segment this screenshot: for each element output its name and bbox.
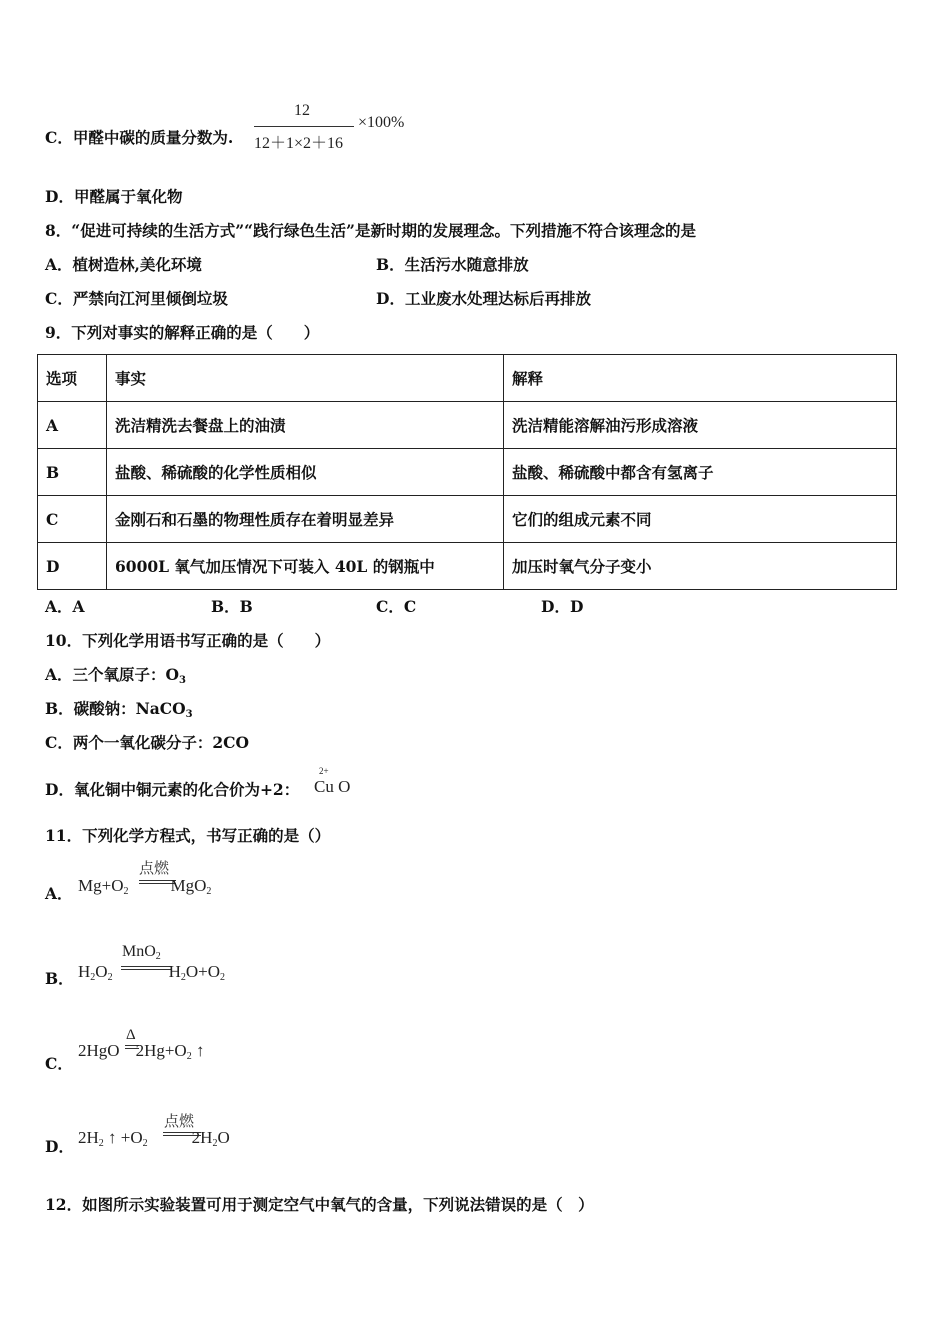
table-row <box>38 543 897 590</box>
condition-ignite: 点燃 <box>164 1112 195 1130</box>
q9-option-b[interactable]: B．B <box>211 597 253 616</box>
equation-d: $2H_2$ ↑ $+O_2$ $2H_2O$ <box>78 1128 230 1149</box>
q11-stem: 11．下列化学方程式，书写正确的是（） <box>45 826 331 845</box>
condition-catalyst: MnO$_2$ <box>122 943 161 962</box>
row-explanation: 它们的组成元素不同 <box>504 496 897 543</box>
row-fact: 金刚石和石墨的物理性质存在着明显差异 <box>107 496 504 543</box>
condition-heat: Δ <box>126 1027 136 1043</box>
q8-option-a[interactable]: A．植树造林,美化环境 <box>45 255 202 274</box>
q7-option-c[interactable]: C．甲醛中碳的质量分数为. <box>45 128 234 147</box>
subscript: 3 <box>185 709 193 720</box>
table-row <box>38 449 897 496</box>
cuo-formula: Cu O <box>314 777 351 796</box>
q8-option-b[interactable]: B．生活污水随意排放 <box>376 255 529 274</box>
header-option: 选项 <box>38 355 107 402</box>
q9-option-a[interactable]: A．A <box>45 597 85 616</box>
facts-table <box>37 354 897 590</box>
fraction-bar <box>254 126 354 127</box>
q8-option-d[interactable]: D．工业废水处理达标后再排放 <box>376 289 591 308</box>
table-row <box>38 402 897 449</box>
q8-option-c[interactable]: C．严禁向江河里倾倒垃圾 <box>45 289 228 308</box>
q9-stem: 9．下列对事实的解释正确的是（ ） <box>45 323 320 342</box>
q10-option-a-text: A．三个氧原子：O <box>45 665 180 684</box>
subscript: 3 <box>179 675 186 686</box>
equation-a: $Mg+O_2$ MgO$_2$ <box>78 876 212 897</box>
table-header-row <box>38 355 897 402</box>
equation-b: $H_2O_2$ $H_2O+O_2$ <box>78 962 225 983</box>
row-option: B <box>38 449 107 496</box>
q9-option-c[interactable]: C．C <box>376 597 417 616</box>
q9-option-d[interactable]: D．D <box>541 597 584 616</box>
q11-option-d[interactable]: D． <box>45 1137 74 1156</box>
row-explanation: 加压时氧气分子变小 <box>504 543 897 590</box>
q8-stem: 8．“促进可持续的生活方式”“践行绿色生活”是新时期的发展理念。下列措施不符合该理念的是 <box>45 221 696 240</box>
fraction-denominator: 12＋1×2＋16 <box>254 135 344 152</box>
row-option: C <box>38 496 107 543</box>
header-explanation: 解释 <box>504 355 897 402</box>
q10-stem: 10．下列化学用语书写正确的是（ ） <box>45 631 331 650</box>
table-row <box>38 496 897 543</box>
q10-option-b-text: B．碳酸钠：NaCO <box>45 699 186 718</box>
valence-superscript: 2+ <box>319 766 329 776</box>
fraction-numerator: 12 <box>294 102 310 119</box>
q10-option-d[interactable]: D．氧化铜中铜元素的化合价为+2： <box>45 780 300 799</box>
condition-ignite: 点燃 <box>139 859 170 877</box>
q10-option-c[interactable]: C．两个一氧化碳分子：2CO <box>45 733 249 752</box>
row-option: D <box>38 543 107 590</box>
q7-option-d[interactable]: D．甲醛属于氧化物 <box>45 187 183 206</box>
q10-option-b[interactable] <box>45 699 193 725</box>
q11-option-a[interactable]: A． <box>45 884 73 903</box>
row-fact: 盐酸、稀硫酸的化学性质相似 <box>107 449 504 496</box>
q11-option-b[interactable]: B． <box>45 969 74 988</box>
q11-option-c[interactable]: C． <box>45 1054 73 1073</box>
row-explanation: 盐酸、稀硫酸中都含有氢离子 <box>504 449 897 496</box>
fraction-multiplier: ×100% <box>358 114 405 131</box>
row-fact: 6000L 氧气加压情况下可装入 40L 的钢瓶中 <box>107 543 504 590</box>
row-option: A <box>38 402 107 449</box>
row-fact: 洗洁精洗去餐盘上的油渍 <box>107 402 504 449</box>
equation-c: 2HgO $2Hg+O_2$ ↑ <box>78 1041 205 1062</box>
mass-fraction-formula <box>254 102 424 152</box>
q10-option-a[interactable] <box>45 665 186 691</box>
q12-stem: 12．如图所示实验装置可用于测定空气中氧气的含量，下列说法错误的是（ ） <box>45 1195 594 1214</box>
row-explanation: 洗洁精能溶解油污形成溶液 <box>504 402 897 449</box>
header-fact: 事实 <box>107 355 504 402</box>
